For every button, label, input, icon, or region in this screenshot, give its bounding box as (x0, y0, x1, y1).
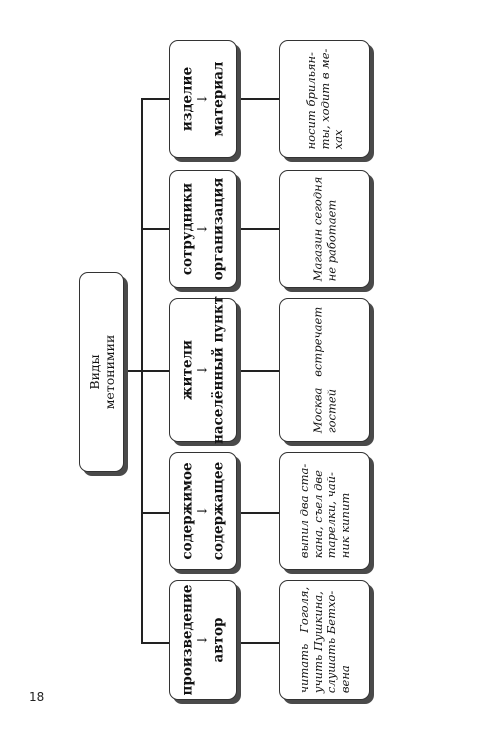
example-connector-4 (237, 512, 279, 514)
arrow-icon: ↓ (195, 505, 211, 517)
kind-box-2 (169, 170, 237, 288)
kind-label-3 (180, 296, 227, 444)
example-line: тарелки, чай- (323, 472, 338, 559)
example-box-2 (279, 170, 370, 288)
arrow-icon: ↓ (195, 223, 211, 235)
example-line: выпил два ста- (296, 463, 311, 559)
example-text-3 (311, 307, 338, 433)
example-line: читать Гоголя, (296, 586, 311, 694)
branch-line-4 (141, 512, 169, 514)
kind-bottom-2: организация (210, 177, 227, 281)
example-text-5 (298, 587, 352, 693)
kind-box-4 (169, 452, 237, 570)
root-box (79, 272, 124, 472)
page-number: 18 (29, 690, 45, 704)
kind-top-1: изделие (179, 66, 196, 132)
example-box-5 (279, 580, 370, 700)
example-line: Магазин сегодня (310, 176, 324, 282)
kind-label-4 (180, 462, 227, 560)
example-line: вена (337, 665, 351, 694)
kind-bottom-3: населённый пункт (210, 295, 227, 445)
example-line: слушать Бетхо- (323, 590, 338, 694)
example-line: не работает (323, 199, 338, 282)
kind-box-5 (169, 580, 237, 700)
example-connector-2 (237, 228, 279, 230)
branch-line-5 (141, 642, 169, 644)
example-text-4 (298, 464, 352, 558)
example-text-1 (304, 49, 345, 150)
root-label-line2: метонимии (101, 334, 117, 410)
example-line: кана, съел две (310, 470, 324, 559)
kind-label-5 (180, 585, 227, 696)
arrow-icon: ↓ (195, 364, 211, 376)
kind-bottom-4: содержащее (210, 461, 227, 561)
kind-label-2 (180, 178, 227, 281)
branch-line-3 (141, 370, 169, 372)
example-line: Москва встречает (310, 306, 324, 434)
root-label (87, 335, 117, 410)
example-connector-3 (237, 370, 279, 372)
kind-bottom-5: автор (210, 617, 227, 663)
example-line: ник кипит (337, 492, 351, 559)
example-line: ты, ходит в ме- (316, 48, 331, 150)
kind-top-5: произведение (179, 584, 196, 696)
kind-label-1 (180, 61, 227, 136)
kind-box-1 (169, 40, 237, 158)
example-box-3 (279, 298, 370, 442)
kind-top-4: содержимое (179, 462, 196, 560)
example-box-1 (279, 40, 370, 158)
example-connector-1 (237, 98, 279, 100)
root-connector (124, 370, 142, 372)
example-line: хах (330, 129, 345, 150)
branch-line-2 (141, 228, 169, 230)
kind-bottom-1: материал (210, 61, 227, 137)
arrow-icon: ↓ (195, 93, 211, 105)
arrow-icon: ↓ (195, 634, 211, 646)
example-text-2 (311, 177, 338, 282)
example-line: учить Пушкина, (310, 591, 324, 694)
root-label-line1: Виды (86, 354, 102, 390)
example-line: гостей (323, 388, 338, 434)
example-line: носит брильян- (303, 52, 318, 150)
kind-box-3 (169, 295, 237, 445)
branch-line-1 (141, 98, 169, 100)
example-box-4 (279, 452, 370, 570)
kind-top-2: сотрудники (179, 182, 196, 276)
kind-top-3: жители (179, 339, 196, 401)
example-connector-5 (237, 642, 279, 644)
